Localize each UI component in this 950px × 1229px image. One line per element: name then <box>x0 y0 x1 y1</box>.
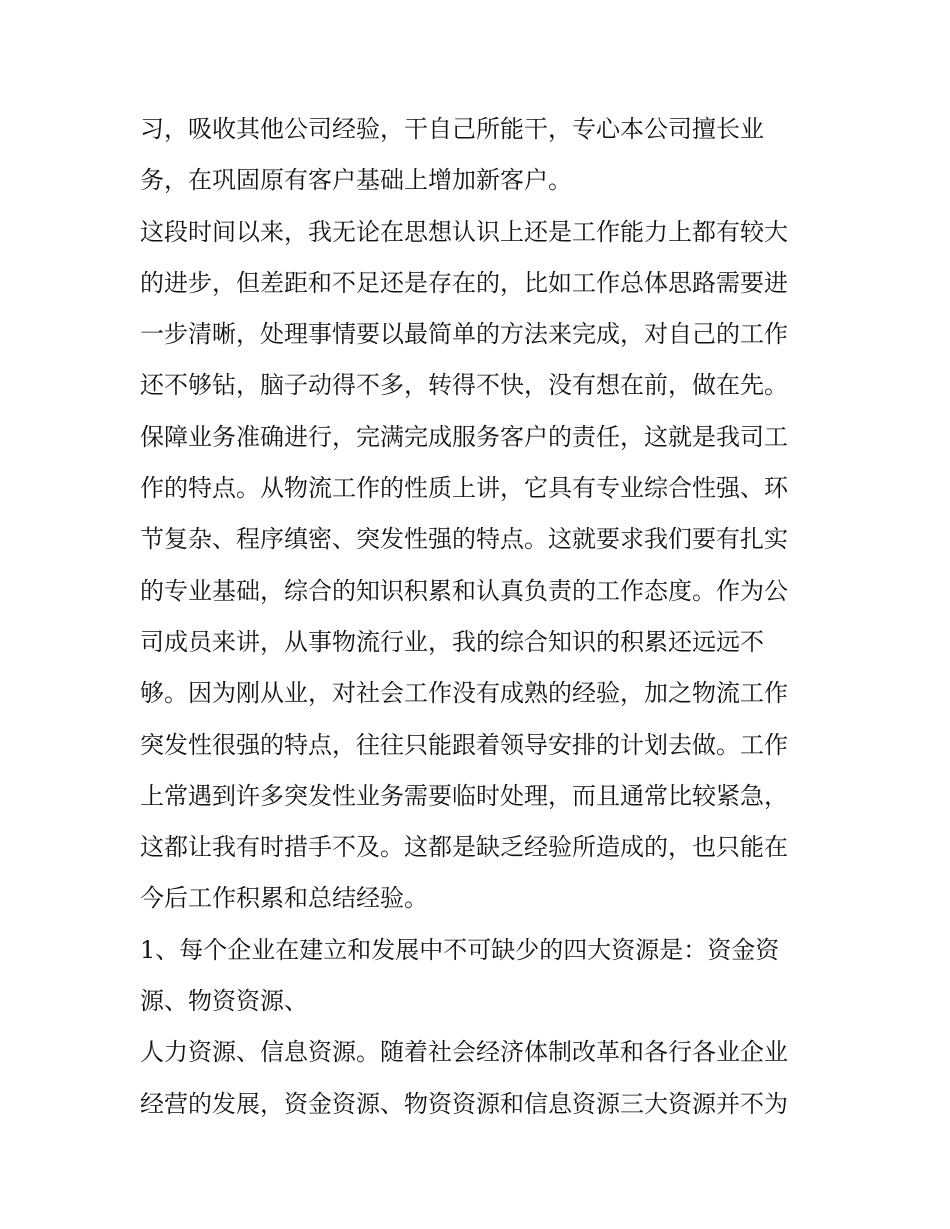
text-line: 的进步，但差距和不足还是存在的，比如工作总体思路需要进 <box>140 268 788 297</box>
text-line: 经营的发展，资金资源、物资资源和信息资源三大资源并不为 <box>140 1089 788 1118</box>
text-line: 1、每个企业在建立和发展中不可缺少的四大资源是：资金资 <box>140 935 780 964</box>
text-line: 习，吸收其他公司经验，干自己所能干，专心本公司擅长业 <box>140 115 764 143</box>
text-line: 这段时间以来，我无论在思想认识上还是工作能力上都有较大 <box>140 217 788 246</box>
text-line: 这都让我有时措手不及。这都是缺乏经验所造成的，也只能在 <box>140 833 788 862</box>
text-line: 务，在巩固原有客户基础上增加新客户。 <box>140 166 572 195</box>
text-line: 源、物资资源、 <box>140 987 308 1016</box>
text-line: 作的特点。从物流工作的性质上讲，它具有专业综合性强、环 <box>140 474 788 503</box>
text-line: 还不够钻，脑子动得不多，转得不快，没有想在前，做在先。 <box>140 371 788 400</box>
text-line: 节复杂、程序缜密、突发性强的特点。这就要求我们要有扎实 <box>140 525 788 554</box>
text-line: 一步清晰，处理事情要以最简单的方法来完成，对自己的工作 <box>140 320 788 349</box>
text-line: 人力资源、信息资源。随着社会经济体制改革和各行各业企业 <box>140 1038 788 1067</box>
text-line: 司成员来讲，从事物流行业，我的综合知识的积累还远远不 <box>140 627 764 656</box>
text-line: 够。因为刚从业，对社会工作没有成熟的经验，加之物流工作 <box>140 679 788 708</box>
text-line: 上常遇到许多突发性业务需要临时处理，而且通常比较紧急， <box>140 781 788 810</box>
document-body <box>140 104 820 1130</box>
text-line: 突发性很强的特点，往往只能跟着领导安排的计划去做。工作 <box>140 730 788 759</box>
text-line: 保障业务准确进行，完满完成服务客户的责任，这就是我司工 <box>140 422 788 451</box>
text-line: 的专业基础，综合的知识积累和认真负责的工作态度。作为公 <box>140 576 788 605</box>
text-line: 今后工作积累和总结经验。 <box>140 884 428 913</box>
